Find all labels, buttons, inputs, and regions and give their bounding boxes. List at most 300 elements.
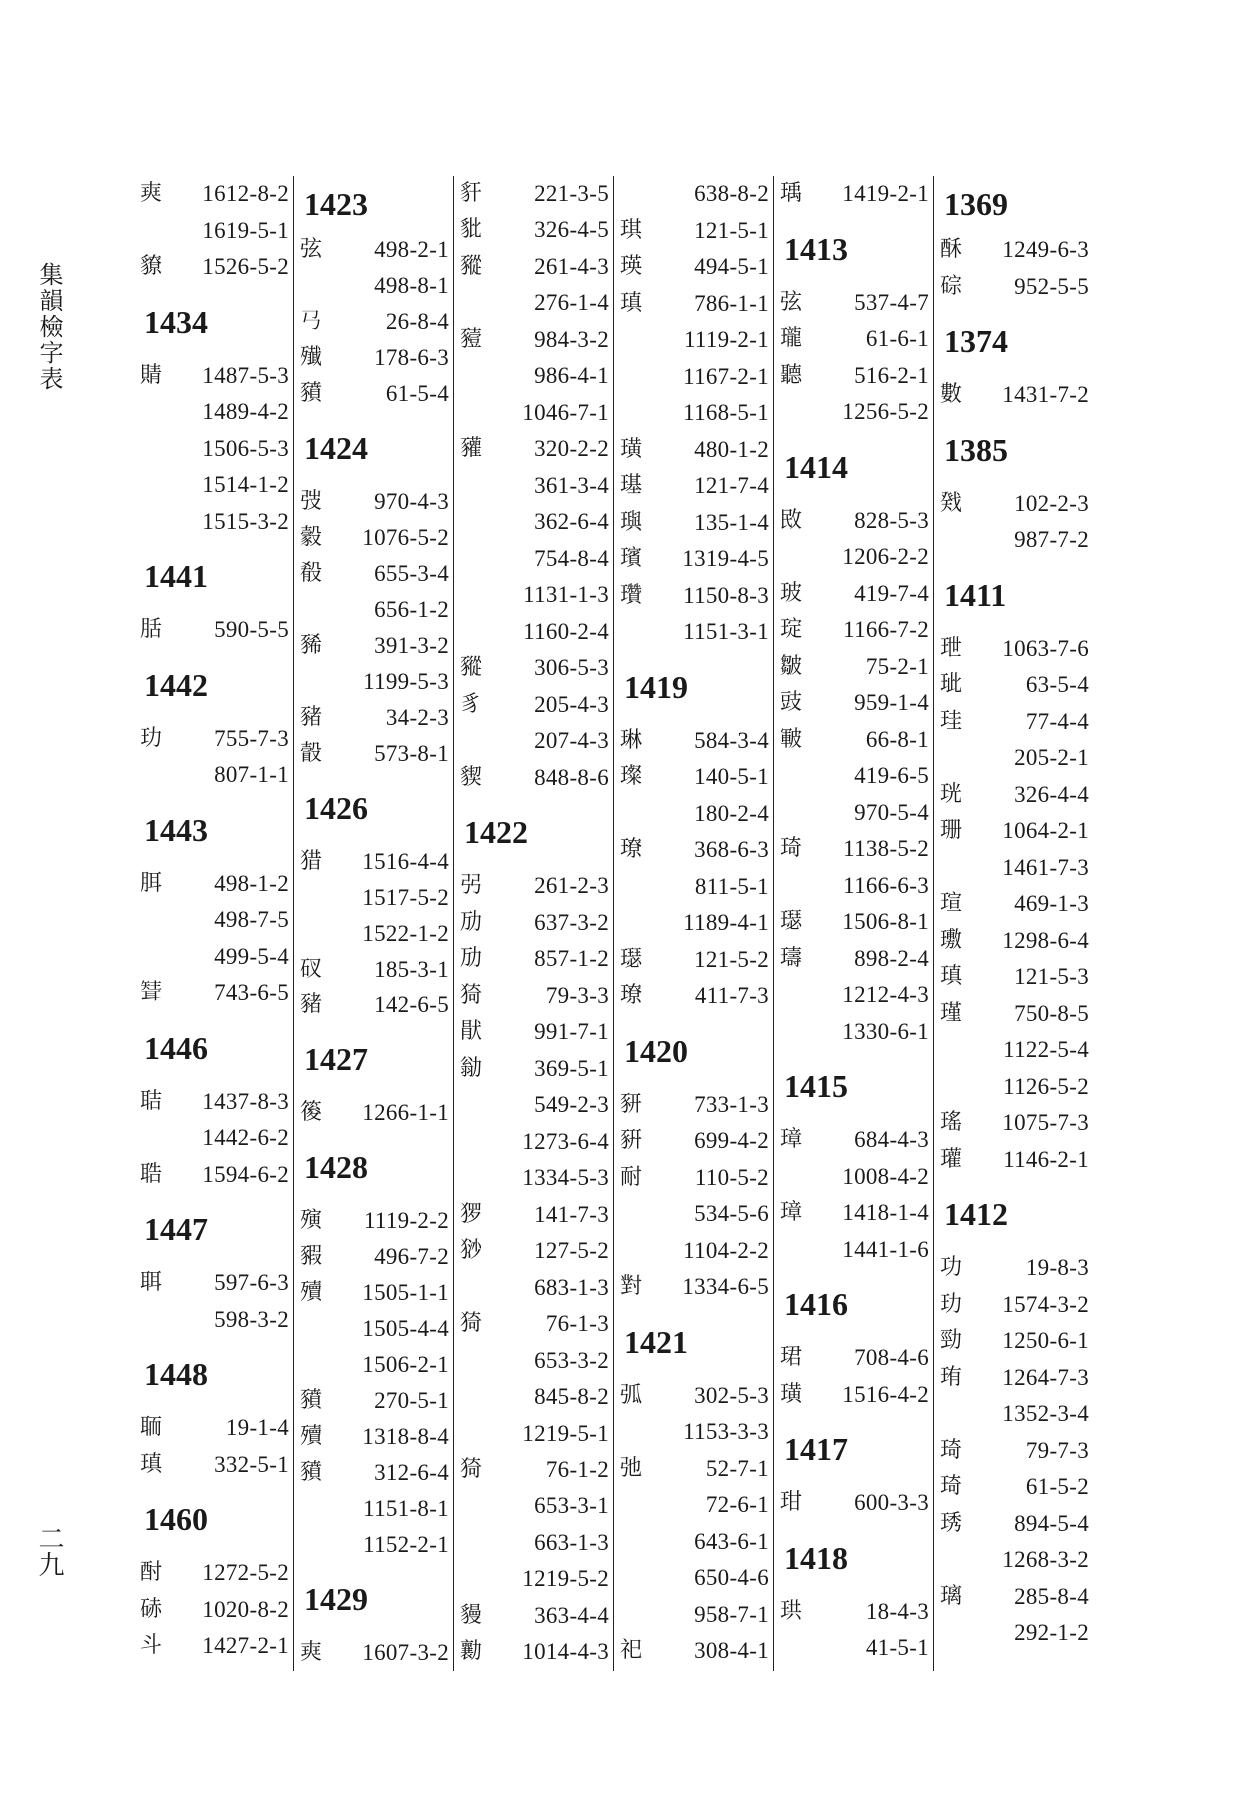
stroke-count-heading: 1411 <box>944 576 1007 613</box>
entry-reference: 1168-5-1 <box>683 400 769 425</box>
entry-reference: 683-1-3 <box>534 1274 609 1300</box>
entry-reference: 656-1-2 <box>374 596 449 622</box>
index-entry <box>618 1560 773 1597</box>
entry-reference: 643-6-1 <box>694 1528 769 1554</box>
index-entry <box>458 760 613 796</box>
entry-reference: 1063-7-6 <box>1002 635 1089 661</box>
entry-character: 殽 <box>300 560 323 586</box>
entry-reference: 1266-1-1 <box>362 1100 449 1126</box>
entry-reference: 79-7-3 <box>1025 1437 1089 1463</box>
stroke-count-heading: 1427 <box>304 1041 368 1078</box>
entry-reference: 221-3-5 <box>534 181 609 206</box>
entry-reference: 637-3-2 <box>534 909 609 935</box>
index-entry <box>938 1579 1093 1616</box>
entry-character: 猀 <box>460 1238 483 1264</box>
entry-character: 猒 <box>460 1019 483 1045</box>
index-entry <box>938 923 1093 960</box>
entry-character: 瑛 <box>620 254 643 279</box>
entry-character: 斗 <box>140 1633 163 1658</box>
index-entry <box>298 916 453 952</box>
index-entry <box>938 959 1093 996</box>
entry-reference: 419-6-5 <box>854 763 929 788</box>
entry-character: 璋 <box>780 1200 803 1225</box>
entry-reference: 987-7-2 <box>1014 527 1089 552</box>
index-entry <box>938 1360 1093 1397</box>
index-entry <box>138 504 293 541</box>
index-entry <box>138 612 293 649</box>
entry-reference: 332-5-1 <box>214 1451 289 1477</box>
index-entry <box>618 1487 773 1524</box>
index-entry <box>458 1233 613 1269</box>
index-entry <box>618 213 773 250</box>
entry-character: 殰 <box>300 1280 323 1306</box>
entry-reference: 1167-2-1 <box>683 363 769 389</box>
entry-reference: 1206-2-2 <box>842 544 929 569</box>
index-entry <box>298 1419 453 1455</box>
index-entry <box>458 504 613 540</box>
entry-reference: 857-1-2 <box>534 946 609 972</box>
entry-reference: 76-1-2 <box>545 1456 609 1482</box>
entry-reference: 110-5-2 <box>694 1164 769 1190</box>
index-entry <box>298 987 453 1023</box>
index-entry <box>618 1524 773 1561</box>
entry-character: 皸 <box>780 726 803 752</box>
index-entry <box>138 249 293 286</box>
entry-character: 䈗 <box>300 1100 323 1126</box>
entry-reference: 185-3-1 <box>374 956 449 982</box>
index-entry <box>138 902 293 939</box>
entry-reference: 1160-2-4 <box>523 618 609 644</box>
entry-reference: 494-5-1 <box>694 254 769 279</box>
entry-character: 豶 <box>300 1460 323 1486</box>
entry-reference: 1487-5-3 <box>202 362 289 388</box>
entry-reference: 121-5-1 <box>694 217 769 243</box>
index-entry <box>618 1378 773 1415</box>
entry-character: 䝔 <box>460 436 483 462</box>
entry-reference: 959-1-4 <box>854 690 929 715</box>
index-entry <box>778 1485 933 1522</box>
index-entry <box>938 269 1093 306</box>
index-column-6 <box>938 176 1093 1671</box>
entry-reference: 755-7-3 <box>214 725 289 751</box>
entry-character: 珛 <box>940 1364 963 1390</box>
entry-character: 猗 <box>460 1311 483 1337</box>
index-entry <box>778 831 933 868</box>
stroke-count-heading: 1413 <box>784 230 848 267</box>
index-entry <box>778 539 933 576</box>
stroke-count-heading: 1424 <box>304 429 368 466</box>
entry-reference: 1515-3-2 <box>202 508 289 534</box>
index-entry <box>138 721 293 758</box>
entry-character: 豶 <box>300 380 323 406</box>
entry-character: 㻎 <box>300 1640 323 1666</box>
entry-reference: 302-5-3 <box>694 1382 769 1408</box>
entry-reference: 61-5-4 <box>385 380 449 406</box>
index-entry <box>138 1084 293 1121</box>
stroke-count-heading: 1417 <box>784 1431 848 1467</box>
index-entry <box>618 505 773 542</box>
index-entry <box>778 394 933 431</box>
index-entry <box>138 1302 293 1339</box>
index-entry <box>618 796 773 833</box>
entry-reference: 270-5-1 <box>374 1388 449 1414</box>
entry-reference: 1219-5-2 <box>522 1566 609 1592</box>
entry-reference: 650-4-6 <box>694 1565 769 1590</box>
index-entry <box>298 376 453 412</box>
index-entry <box>938 1433 1093 1470</box>
entry-reference: 991-7-1 <box>534 1019 609 1045</box>
entry-reference: 496-7-2 <box>374 1244 449 1270</box>
stroke-count-heading: 1460 <box>144 1501 208 1537</box>
entry-reference: 75-2-1 <box>865 653 929 679</box>
entry-character: 瓏 <box>780 326 803 351</box>
index-entry <box>458 358 613 394</box>
entry-character: 瑀 <box>780 181 803 206</box>
entry-character: 瑾 <box>940 1000 963 1026</box>
index-entry <box>938 740 1093 777</box>
entry-reference: 180-2-4 <box>694 800 769 826</box>
entry-character: 璱 <box>780 909 803 934</box>
entry-reference: 590-5-5 <box>214 617 289 642</box>
entry-reference: 1516-4-2 <box>842 1381 929 1407</box>
index-entry <box>138 757 293 794</box>
index-entry <box>938 1615 1093 1652</box>
entry-character: 豸 <box>460 691 483 717</box>
index-entry <box>298 628 453 664</box>
entry-character: 豭 <box>300 1244 323 1270</box>
index-entry <box>778 503 933 540</box>
entry-reference: 1522-1-2 <box>362 920 449 946</box>
index-entry <box>618 978 773 1015</box>
index-entry <box>778 1159 933 1196</box>
index-entry <box>138 866 293 903</box>
entry-reference: 1153-3-3 <box>683 1419 769 1444</box>
index-entry <box>138 1120 293 1157</box>
entry-reference: 1514-1-2 <box>202 472 289 497</box>
stroke-count-heading: 1434 <box>144 303 208 340</box>
entry-reference: 480-1-2 <box>694 436 769 462</box>
entry-reference: 1249-6-3 <box>1002 237 1089 262</box>
index-entry <box>458 395 613 431</box>
index-entry <box>938 704 1093 741</box>
stroke-count-heading: 1420 <box>624 1032 688 1069</box>
index-entry <box>458 468 613 504</box>
entry-reference: 1431-7-2 <box>1002 382 1089 407</box>
entry-character: 數 <box>940 382 963 407</box>
entry-reference: 419-7-4 <box>854 580 929 606</box>
entry-reference: 72-6-1 <box>705 1492 769 1517</box>
entry-character: 劢 <box>460 909 483 935</box>
entry-reference: 369-5-1 <box>534 1055 609 1081</box>
index-entry <box>458 249 613 285</box>
index-entry <box>458 1160 613 1196</box>
index-entry <box>938 1396 1093 1433</box>
entry-reference: 898-2-4 <box>854 945 929 971</box>
entry-character: 璙 <box>620 837 643 862</box>
entry-reference: 958-7-1 <box>694 1601 769 1627</box>
entry-reference: 1151-3-1 <box>683 619 769 644</box>
entry-character: 瓘 <box>940 1146 963 1172</box>
stroke-count-heading: 1374 <box>944 323 1008 359</box>
index-entry <box>938 996 1093 1033</box>
index-entry <box>938 777 1093 814</box>
entry-reference: 121-5-3 <box>1014 964 1089 989</box>
index-entry <box>618 286 773 323</box>
index-entry <box>618 322 773 359</box>
entry-character: 碂 <box>940 273 963 299</box>
stroke-count-heading: 1385 <box>944 431 1008 468</box>
entry-reference: 1256-5-2 <box>842 399 929 424</box>
stroke-count-heading: 1415 <box>784 1068 848 1104</box>
entry-reference: 127-5-2 <box>534 1238 609 1264</box>
entry-reference: 19-8-3 <box>1025 1255 1089 1280</box>
entry-reference: 1418-1-4 <box>842 1200 929 1225</box>
entry-reference: 754-8-4 <box>534 545 609 571</box>
stroke-count-heading: 1447 <box>144 1211 208 1247</box>
index-entry <box>938 1069 1093 1106</box>
index-entry <box>298 304 453 340</box>
entry-character: 殰 <box>300 1424 323 1450</box>
entry-reference: 1126-5-2 <box>1003 1073 1089 1099</box>
entry-reference: 549-2-3 <box>534 1092 609 1118</box>
entry-reference: 140-5-1 <box>694 764 769 789</box>
entry-reference: 970-4-3 <box>374 488 449 514</box>
stroke-count-heading: 1426 <box>304 789 368 826</box>
entry-character: 璃 <box>940 1583 963 1609</box>
entry-reference: 598-3-2 <box>214 1306 289 1332</box>
entry-reference: 391-3-2 <box>374 632 449 658</box>
entry-reference: 469-1-3 <box>1014 891 1089 916</box>
index-entry <box>778 1630 933 1667</box>
index-entry <box>618 759 773 796</box>
index-entry <box>618 541 773 578</box>
index-entry <box>938 1323 1093 1360</box>
entry-character: 玏 <box>940 1291 963 1317</box>
index-entry <box>458 687 613 723</box>
entry-reference: 1122-5-4 <box>1003 1037 1089 1062</box>
entry-reference: 261-2-3 <box>534 873 609 899</box>
index-entry <box>778 977 933 1014</box>
entry-character: 聕 <box>140 1161 163 1187</box>
index-entry <box>618 1451 773 1488</box>
index-entry <box>138 176 293 213</box>
entry-reference: 499-5-4 <box>214 943 289 969</box>
index-entry <box>458 577 613 613</box>
entry-reference: 135-1-4 <box>694 509 769 535</box>
entry-reference: 1517-5-2 <box>362 884 449 910</box>
entry-character: 硳 <box>140 1596 163 1622</box>
entry-character: 璵 <box>620 509 643 535</box>
entry-character: 豵 <box>460 253 483 279</box>
entry-character: 豵 <box>460 655 483 681</box>
index-entry <box>138 1555 293 1592</box>
entry-reference: 1119-2-1 <box>683 327 769 352</box>
entry-reference: 1212-4-3 <box>842 982 929 1007</box>
index-entry <box>458 1379 613 1415</box>
index-entry <box>298 844 453 880</box>
index-entry <box>778 1232 933 1269</box>
entry-reference: 306-5-3 <box>534 655 609 681</box>
entry-reference: 1298-6-4 <box>1002 927 1089 953</box>
entry-character: 豷 <box>460 326 483 352</box>
index-entry <box>458 431 613 467</box>
entry-character: 耐 <box>620 1164 643 1190</box>
entry-character: 㻎 <box>140 181 163 206</box>
index-entry <box>138 1157 293 1194</box>
side-title: 集韻檢字表 <box>35 262 63 392</box>
entry-character: 劢 <box>460 946 483 972</box>
index-entry <box>618 176 773 213</box>
stroke-count-heading: 1446 <box>144 1029 208 1066</box>
entry-character: 弧 <box>620 1382 643 1408</box>
entry-character: 瑤 <box>940 1110 963 1135</box>
index-entry <box>938 1506 1093 1543</box>
index-entry <box>938 1250 1093 1287</box>
entry-character: 聽 <box>780 362 803 388</box>
entry-reference: 516-2-1 <box>854 362 929 388</box>
entry-reference: 1273-6-4 <box>522 1128 609 1154</box>
index-entry <box>778 649 933 686</box>
index-entry <box>778 612 933 649</box>
entry-character: 玼 <box>940 672 963 697</box>
entry-reference: 1319-4-5 <box>682 546 769 571</box>
index-entry <box>298 1527 453 1563</box>
index-entry <box>618 1633 773 1670</box>
index-entry <box>298 1095 453 1131</box>
index-entry <box>778 1594 933 1631</box>
index-entry <box>778 1195 933 1232</box>
entry-reference: 261-4-3 <box>534 253 609 279</box>
index-entry <box>618 1160 773 1197</box>
entry-reference: 1352-3-4 <box>1002 1401 1089 1426</box>
index-entry <box>938 1469 1093 1506</box>
entry-reference: 653-3-1 <box>534 1493 609 1519</box>
index-entry <box>298 484 453 520</box>
entry-reference: 41-5-1 <box>865 1635 929 1660</box>
index-entry <box>778 904 933 941</box>
entry-character: 䏪 <box>140 870 163 896</box>
index-entry <box>458 650 613 686</box>
index-entry <box>458 1488 613 1524</box>
entry-character: 弦 <box>300 237 323 262</box>
entry-reference: 1516-4-4 <box>362 848 449 874</box>
entry-reference: 986-4-1 <box>534 363 609 389</box>
entry-reference: 1131-1-3 <box>523 582 609 608</box>
index-entry <box>938 1032 1093 1069</box>
index-entry <box>458 1343 613 1379</box>
index-entry <box>458 285 613 321</box>
index-entry <box>778 722 933 759</box>
index-entry <box>138 1447 293 1484</box>
entry-reference: 534-5-6 <box>694 1201 769 1226</box>
entry-reference: 121-7-4 <box>694 473 769 498</box>
entry-reference: 207-4-3 <box>534 728 609 754</box>
entry-reference: 653-3-2 <box>534 1347 609 1373</box>
entry-reference: 1607-3-2 <box>362 1640 449 1666</box>
entry-character: 珖 <box>940 781 963 807</box>
index-entry <box>458 868 613 904</box>
entry-reference: 1506-5-3 <box>202 435 289 461</box>
entry-reference: 1076-5-2 <box>362 524 449 550</box>
index-entry <box>938 377 1093 414</box>
entry-reference: 811-5-1 <box>694 873 769 899</box>
entry-character: 聑 <box>140 1270 163 1295</box>
index-entry <box>298 268 453 304</box>
index-entry <box>778 685 933 722</box>
entry-character: 殱 <box>300 344 323 370</box>
stroke-count-heading: 1416 <box>784 1286 848 1322</box>
entry-reference: 308-4-1 <box>694 1638 769 1663</box>
index-entry <box>618 723 773 760</box>
index-entry <box>618 432 773 469</box>
index-entry <box>458 614 613 650</box>
entry-reference: 1046-7-1 <box>522 399 609 425</box>
index-entry <box>458 1634 613 1670</box>
index-entry <box>618 578 773 615</box>
entry-character: 戣 <box>940 490 963 516</box>
entry-character: 瞉 <box>300 740 323 766</box>
entry-reference: 61-6-1 <box>865 326 929 351</box>
entry-character: 珺 <box>780 1345 803 1370</box>
entry-reference: 1505-4-4 <box>362 1316 449 1342</box>
entry-reference: 1506-2-1 <box>362 1352 449 1378</box>
entry-reference: 34-2-3 <box>385 704 449 730</box>
entry-reference: 52-7-1 <box>705 1455 769 1481</box>
entry-character: 豣 <box>620 1128 643 1153</box>
index-column-1 <box>138 176 294 1671</box>
entry-character: 猎 <box>300 848 323 874</box>
index-entry <box>778 358 933 395</box>
index-entry <box>138 431 293 468</box>
index-entry <box>938 522 1093 559</box>
entry-reference: 1008-4-2 <box>842 1163 929 1189</box>
entry-character: 琳 <box>620 727 643 753</box>
entry-character: 猡 <box>460 1201 483 1227</box>
index-entry <box>458 541 613 577</box>
entry-reference: 79-3-3 <box>545 982 609 1008</box>
entry-character: 䝤 <box>140 254 163 279</box>
entry-reference: 63-5-4 <box>1025 672 1089 697</box>
index-entry <box>458 1306 613 1342</box>
entry-character: 琇 <box>940 1510 963 1536</box>
entry-reference: 1151-8-1 <box>363 1496 449 1522</box>
entry-reference: 1075-7-3 <box>1002 1110 1089 1135</box>
entry-reference: 411-7-3 <box>694 983 769 1008</box>
entry-reference: 326-4-5 <box>534 217 609 243</box>
index-entry <box>298 1491 453 1527</box>
index-entry <box>778 1340 933 1377</box>
stroke-count-heading: 1414 <box>784 448 848 485</box>
entry-reference: 178-6-3 <box>374 344 449 370</box>
entry-character: 琔 <box>780 617 803 642</box>
entry-reference: 1526-5-2 <box>202 254 289 279</box>
entry-reference: 1020-8-2 <box>202 1596 289 1622</box>
index-entry <box>138 213 293 250</box>
index-entry <box>298 952 453 988</box>
index-entry <box>618 468 773 505</box>
index-entry <box>298 1275 453 1311</box>
entry-character: 聏 <box>140 1415 163 1440</box>
index-entry <box>298 592 453 628</box>
entry-reference: 1250-6-1 <box>1002 1328 1089 1353</box>
entry-character: 䏦 <box>140 617 163 642</box>
entry-reference: 743-6-5 <box>214 980 289 1005</box>
entry-reference: 285-8-4 <box>1014 1583 1089 1609</box>
entry-character: 璜 <box>780 1381 803 1407</box>
entry-character: 瑄 <box>940 891 963 916</box>
index-entry <box>618 905 773 942</box>
entry-reference: 1104-2-2 <box>683 1237 769 1263</box>
